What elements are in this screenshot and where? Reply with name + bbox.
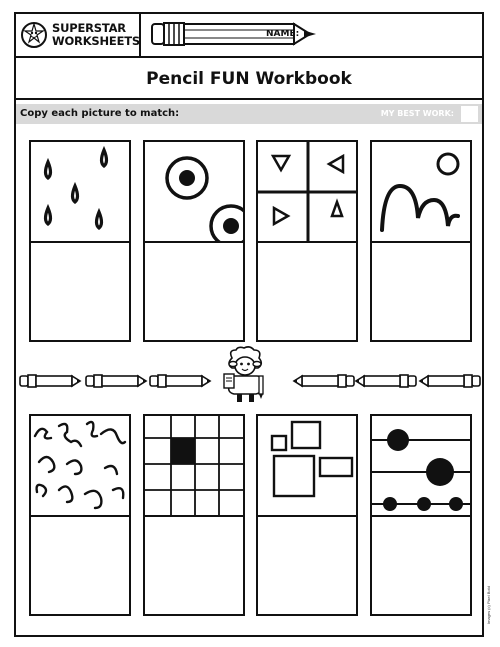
card-sun-and-hills: [370, 140, 472, 342]
raindrops-picture: [31, 142, 129, 242]
card-grid-with-filled-square: [143, 414, 245, 616]
page-title: Pencil FUN Workbook: [146, 69, 352, 89]
drawing-area[interactable]: [31, 517, 129, 614]
brand-line-1: SUPERSTAR: [52, 21, 126, 35]
grid-picture: [145, 416, 243, 516]
card-two-eyes: [143, 140, 245, 342]
card-curly-lines: [29, 414, 131, 616]
pencil-icon: [419, 375, 480, 387]
pencil-icon: [150, 375, 211, 387]
sun-and-hills-picture: [372, 142, 470, 242]
drawing-area[interactable]: [258, 243, 356, 340]
brand-name: [52, 22, 140, 48]
drawing-area[interactable]: [258, 517, 356, 614]
superstar-face-icon: [20, 21, 48, 49]
copyright-note: Images (c) Pixel Bold: [486, 586, 491, 624]
drawing-area[interactable]: [145, 517, 243, 614]
pencil-icon: [20, 375, 81, 387]
pencil-icon: [86, 375, 147, 387]
best-work-label: MY BEST WORK:: [380, 109, 454, 118]
pencil-icon: [293, 375, 354, 387]
drawing-area[interactable]: [31, 243, 129, 340]
header: [14, 12, 484, 58]
brand-line-2: WORKSHEETS: [52, 34, 140, 48]
card-squares: [256, 414, 358, 616]
instruction-text: Copy each picture to match:: [20, 108, 180, 119]
logo: [14, 12, 141, 56]
best-work-checkbox[interactable]: [461, 106, 478, 122]
sheep-mascot-icon: [224, 347, 263, 402]
name-label: NAME:: [266, 29, 300, 39]
squares-picture: [258, 416, 356, 516]
drawing-area[interactable]: [145, 243, 243, 340]
drawing-area[interactable]: [372, 517, 470, 614]
lines-with-dots-picture: [372, 416, 470, 516]
instruction-bar: [16, 104, 482, 124]
card-triangles-grid: [256, 140, 358, 342]
drawing-area[interactable]: [372, 243, 470, 340]
two-eyes-picture: [145, 142, 243, 242]
triangles-grid-picture: [258, 142, 356, 242]
card-lines-with-dots: [370, 414, 472, 616]
pencil-divider-row: [18, 344, 482, 414]
curly-lines-picture: [31, 416, 129, 516]
card-raindrops: [29, 140, 131, 342]
pencil-icon: [355, 375, 416, 387]
title-row: [14, 58, 484, 100]
